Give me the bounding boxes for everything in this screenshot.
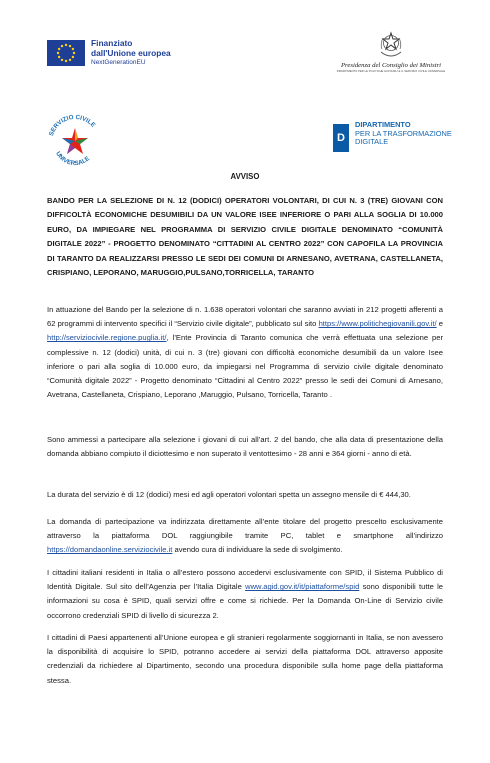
dip-line1: DIPARTIMENTO [355, 120, 411, 129]
paragraph-attuazione: In attuazione del Bando per la selezione di n. 1.638 operatori volontari che saranno avviati in 212 progetti afferenti a 62 programmi di intervento specifici il “Servizio civile digitale”, pubblicato sul sito https://www.politichegiovanili.gov.it/ e http://serviziocivile.regione.puglia.it/, l’Ente Provincia di Taranto comunica che verrà effettuata una selezione per complessive n. 12 (dodici) unità, di cui n. 3 (tre) giovani con difficoltà economiche desumibili da un valore Isee inferiore o pari alla soglia di 10.000 euro, da impiegarsi nel Programma di servizio civile digitale denominato “Comunità digitale 2022” - Progetto denominato “Cittadini al Centro 2022” presso le sedi dei Comuni di Arnesano, Avetrana, Castellaneta, Crispiano, Leporano ,Maruggio, Pulsano, Torricella, Taranto . [47, 305, 443, 400]
notice-title: BANDO PER LA SELEZIONE DI N. 12 (DODICI) OPERATORI VOLONTARI, DI CUI N. 3 (TRE) GIOVANI CON DIFFICOLTÀ ECONOMICHE DESUMIBILI DA UN VALORE ISEE INFERIORE O PARI ALLA SOGLIA DI 10.000 EURO, DA IMPIEGARE NEL PROGRAMMA DI SERVIZIO CIVILE DIGITALE DENOMINATO “COMUNITÀ DIGITALE 2022” - PROGETTO DENOMINATO “CITTADINI AL CENTRO 2022” CON CAPOFILA LA PROVINCIA DI TARANTO DA REALIZZARSI PRESSO LE SEDI DEI COMUNI DI ARNESANO, AVETRANA, CASTELLANETA, CRISPIANO, LEPORANO, MARUGGIO,PULSANO,TORRICELLA, TARANTO [47, 196, 443, 278]
dip-line3: DIGITALE [355, 137, 389, 147]
dipartimento-trasformazione-digitale-logo [333, 121, 463, 155]
svg-text:UNIVERSALE: UNIVERSALE [54, 150, 92, 168]
notice-heading: AVVISO [230, 172, 260, 181]
agid-spid-link[interactable]: www.agid.gov.it/it/piattaforme/spid [245, 582, 360, 592]
eu-logo-line3: NextGenerationEU [91, 59, 146, 66]
paragraph-ammessi: Sono ammessi a partecipare alla selezione i giovani di cui all’art. 2 del bando, che alla data di presentazione della domanda abbiano compiuto il diciottesimo e non superato il ventottesimo - 28 anni e 364 giorni - anno di età. [47, 435, 443, 459]
paragraph-domanda: La domanda di partecipazione va indirizzata direttamente all’ente titolare del progetto prescelto esclusivamente attraverso la piattaforma DOL raggiungibile tramite PC, tablet e smartphone all’indirizzo https://domandaonline.serviziocivile.it avendo cura di individuare la sede di svolgimento. [47, 517, 443, 555]
presidency-logo [331, 30, 451, 92]
dip-line2: PER LA TRASFORMAZIONE [355, 128, 452, 138]
presidency-subtitle: DIPARTIMENTO PER LE POLITICHE GIOVANILI E IL SERVIZIO CIVILE UNIVERSALE [336, 70, 446, 73]
dip-mark: D [333, 124, 349, 152]
paragraph-spid: I cittadini italiani residenti in Italia o all’estero possono accedervi esclusivamente con SPID, il Sistema Pubblico di Identità Digitale. Sul sito dell’Agenzia per l’Italia Digitale www.agid.gov.it/it/piattaforme/spid sono disponibili tutte le informazioni su cosa è SPID, quali servizi offre e come si richiede. Per la Domanda On-Line di Servizio civile occorrono credenziali SPID di livello di sicurezza 2. [47, 568, 443, 620]
eu-funding-logo [47, 38, 197, 70]
politichegiovanili-link[interactable]: https://www.politichegiovanili.gov.it/ [318, 319, 437, 329]
eu-logo-line2: dall'Unione europea [91, 48, 171, 58]
presidency-title: Presidenza del Consiglio dei Ministri [340, 62, 442, 69]
domandaonline-link[interactable]: https://domandaonline.serviziocivile.it [47, 545, 173, 555]
italian-emblem-icon [376, 30, 406, 60]
serviziocivile-puglia-link[interactable]: http://serviziocivile.regione.puglia.it/ [47, 333, 167, 343]
paragraph-durata: La durata del servizio è di 12 (dodici) mesi ed agli operatori volontari spetta un assegno mensile di € 444,30. [47, 490, 411, 499]
eu-flag-icon [47, 40, 85, 66]
paragraph-cittadini-ue: I cittadini di Paesi appartenenti all’Unione europea e gli stranieri regolarmente soggiornanti in Italia, se non avessero la disponibilità di acquisire lo SPID, potranno accedere ai servizi della piattaforma DOL attraverso apposite credenziali da richiedere al Dipartimento, secondo una procedura disponibile sulla home page della piattaforma stessa. [47, 633, 443, 685]
svg-text:SERVIZIO CIVILE: SERVIZIO CIVILE [47, 113, 97, 137]
eu-logo-line1: Finanziato [91, 38, 133, 48]
servizio-civile-logo [44, 111, 106, 173]
star-icon [62, 128, 88, 154]
